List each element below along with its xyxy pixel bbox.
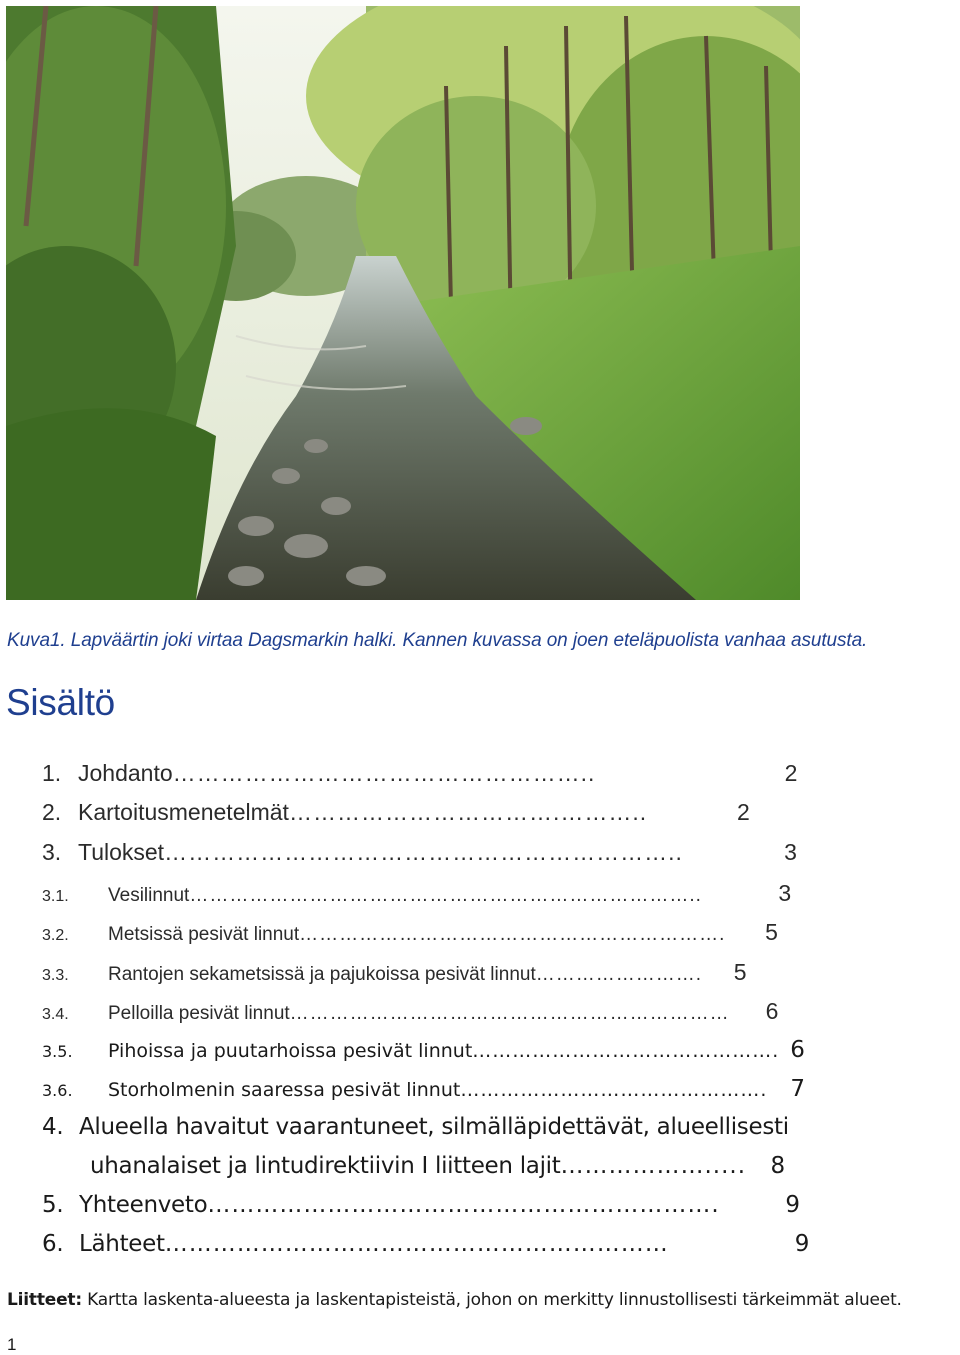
toc-leader: …………………………….……….. (288, 799, 648, 825)
toc-item-3-5[interactable] (42, 1037, 805, 1063)
toc-number: 3.6. (42, 1081, 73, 1100)
toc-page: 5 (733, 959, 747, 985)
toc-title: Kartoitusmenetelmät (78, 799, 289, 825)
toc-item-3-1[interactable] (42, 880, 791, 907)
toc-title: Storholmenin saaressa pesivät linnut (108, 1079, 461, 1101)
page-title: Sisältö (6, 682, 115, 723)
toc-item-3-3[interactable] (42, 959, 747, 986)
toc-item-3-6[interactable] (42, 1076, 805, 1102)
toc-title: Rantojen sekametsissä ja pajukoissa pesivät linnut (108, 964, 536, 985)
toc-number: 6. (42, 1231, 64, 1257)
appendix-label: Liitteet: (7, 1290, 82, 1310)
toc-number: 3.1. (42, 888, 69, 905)
toc-title: Lähteet (79, 1231, 165, 1257)
toc-number: 1. (42, 760, 62, 786)
toc-number: 3.2. (42, 927, 69, 944)
toc-title: uhanalaiset ja lintudirektiivin I liitteen lajit (90, 1153, 561, 1179)
toc-title: Vesilinnut (108, 885, 190, 906)
toc-page: 7 (790, 1076, 805, 1102)
toc-title: Metsissä pesivät linnut (108, 924, 300, 945)
toc-leader: ……………………………………………………… (164, 1231, 669, 1257)
toc-leader: …………………………………………….. (172, 760, 596, 786)
toc-page: 6 (790, 1037, 805, 1063)
toc-item-3[interactable] (42, 839, 797, 866)
toc-leader: ………………………………………………………………….. (189, 885, 702, 906)
toc-item-4-cont[interactable] (90, 1153, 785, 1179)
toc-item-1[interactable] (42, 760, 797, 787)
toc-leader: ………………………………………. (460, 1079, 768, 1101)
toc-title: Johdanto (78, 760, 173, 786)
toc-number: 3. (42, 839, 62, 865)
toc-number: 3.5. (42, 1042, 73, 1061)
toc-item-5[interactable] (42, 1192, 800, 1218)
toc-page: 9 (785, 1192, 800, 1218)
toc-number: 3.3. (42, 967, 69, 984)
toc-page: 8 (770, 1153, 785, 1179)
toc-number: 2. (42, 799, 62, 825)
toc-page: 2 (736, 799, 750, 825)
toc-number: 3.4. (42, 1006, 69, 1023)
toc-leader: ………………………………………………………… (289, 1003, 730, 1024)
toc-page: 5 (765, 919, 778, 945)
toc-leader: ………………..... (560, 1153, 747, 1179)
toc-title: Alueella havaitut vaarantuneet, silmälläpidettävät, alueellisesti (79, 1114, 789, 1140)
toc-leader: ……………………………………………………….. (164, 839, 683, 865)
toc-item-3-2[interactable] (42, 919, 778, 946)
toc-page: 3 (778, 880, 792, 906)
toc-leader: ………………………………………. (472, 1040, 780, 1062)
appendix-text: Kartta laskenta-alueesta ja laskentapisteistä, johon on merkitty linnustollisesti tärkeimmät alueet. (81, 1290, 902, 1310)
toc-page: 9 (794, 1231, 810, 1257)
toc-item-4[interactable] (42, 1114, 789, 1140)
toc-number: 5. (42, 1192, 64, 1218)
appendix-note (7, 1290, 902, 1310)
toc-page: 3 (784, 839, 797, 865)
toc-title: Pihoissa ja puutarhoissa pesivät linnut (108, 1040, 473, 1062)
toc-page: 6 (765, 998, 779, 1024)
cover-photo (6, 6, 800, 600)
toc-page: 2 (784, 760, 798, 786)
toc-title: Yhteenveto (79, 1192, 208, 1218)
toc-leader: ………………………………………………………. (299, 924, 726, 945)
toc-item-6[interactable] (42, 1231, 809, 1257)
toc-title: Tulokset (78, 839, 165, 865)
toc-title: Pelloilla pesivät linnut (108, 1003, 290, 1024)
toc-item-2[interactable] (42, 799, 750, 826)
page-number: 1 (7, 1335, 17, 1354)
toc-item-3-4[interactable] (42, 998, 778, 1025)
toc-leader: ………………………………………………………. (207, 1192, 720, 1218)
toc-leader: ……………………. (535, 964, 703, 985)
figure-caption: Kuva1. Lapväärtin joki virtaa Dagsmarkin halki. Kannen kuvassa on joen eteläpuolista vanhaa asutusta. (7, 630, 868, 651)
toc-number: 4. (42, 1114, 64, 1140)
